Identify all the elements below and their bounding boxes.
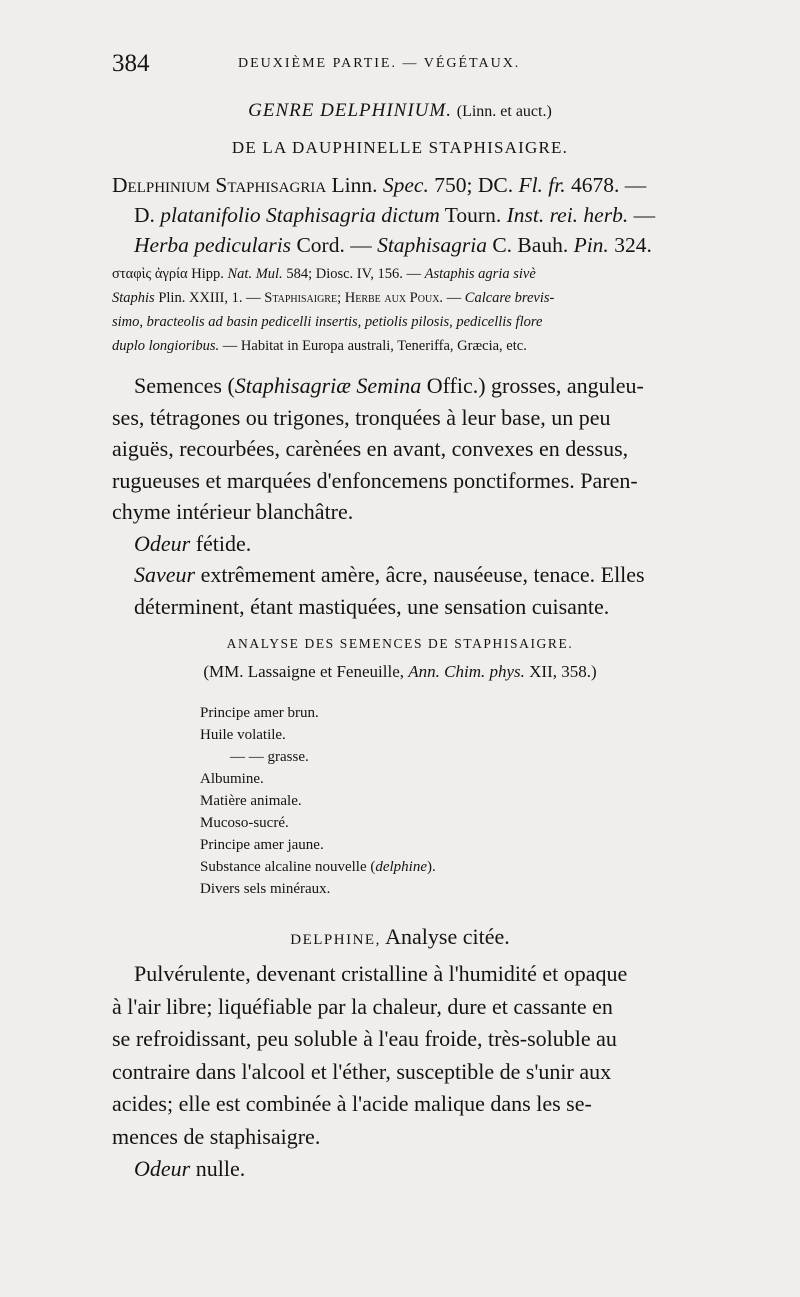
text-line: contraire dans l'alcool et l'éther, susceptible de s'unir aux — [112, 1058, 612, 1084]
list-item: Matière animale. — [200, 793, 302, 809]
reference-line — [112, 262, 767, 286]
odeur-value: nulle. — [195, 1156, 246, 1181]
list-item: Divers sels minéraux. — [200, 881, 331, 897]
common-names: Staphisaigre; Herbe aux Poux. — [264, 290, 444, 306]
genus-title: GENRE DELPHINIUM. — [248, 100, 452, 121]
item-italic: delphine — [375, 859, 428, 875]
text: Semences ( — [134, 373, 235, 398]
ref-author: Hipp. — [191, 266, 224, 282]
text-line — [112, 559, 767, 591]
species-name: Delphinium Staphisagria — [112, 173, 327, 197]
delphine-subtitle: Analyse citée. — [385, 924, 510, 949]
source-authors: (MM. Lassaigne et Feneuille, — [203, 662, 404, 681]
ref-text: — — [633, 203, 656, 227]
list-item: — — grasse. — [230, 749, 309, 765]
analysis-list — [200, 702, 436, 900]
synonym-name: Astaphis agria sivè — [424, 266, 536, 282]
synonymy-line — [112, 170, 767, 200]
genus-heading — [0, 100, 800, 122]
text-line — [112, 528, 767, 560]
species-subtitle: DE LA DAUPHINELLE STAPHISAIGRE. — [231, 138, 569, 157]
text-line: mences de staphisaigre. — [112, 1123, 321, 1149]
text-line — [112, 370, 767, 402]
text-line: rugueuses et marquées d'enfoncemens ponctiformes. Paren- — [112, 467, 638, 493]
reference-line — [112, 286, 767, 310]
synonym-name: platanifolio Staphisagria dictum — [160, 203, 440, 227]
analysis-source — [0, 662, 800, 682]
description-paragraph — [112, 370, 767, 622]
synonym-name: Herba pedicularis — [134, 233, 292, 257]
ref-text: Plin. XXIII, 1. — — [158, 290, 261, 306]
habitat: — Habitat in Europa australi, Teneriffa, Græcia, etc. — [222, 338, 527, 354]
diagnosis: Calcare brevis- — [464, 290, 555, 306]
greek-name: σταφὶς ἀγρία — [112, 266, 188, 282]
synonymy-line — [112, 230, 767, 260]
text-line: aiguës, recourbées, carènées en avant, convexes en dessus, — [112, 436, 629, 461]
odeur-value: fétide. — [195, 530, 252, 556]
ref-text: — — [446, 290, 462, 306]
synonym-name: Staphisagria — [377, 233, 487, 257]
text: Offic.) grosses, anguleu- — [426, 373, 644, 398]
text-line: Pulvérulente, devenant cristalline à l'humidité et opaque — [134, 961, 628, 986]
delphine-paragraph — [112, 958, 767, 1186]
ref-work: Spec. — [382, 173, 429, 197]
latin-name: Staphisagriæ Semina — [234, 373, 422, 398]
saveur-label: Saveur — [134, 562, 196, 587]
running-head: DEUXIÈME PARTIE. — VÉGÉTAUX. — [238, 56, 521, 71]
analysis-title: ANALYSE DES SEMENCES DE STAPHISAIGRE. — [226, 636, 574, 651]
text-line — [112, 1153, 767, 1186]
ref-author: C. Bauh. — [492, 233, 569, 257]
diagnosis: duplo longioribus. — [112, 338, 220, 354]
item-text: ). — [427, 859, 436, 875]
ref-text: 4678. — — [571, 173, 647, 197]
list-item: Albumine. — [200, 771, 264, 787]
source-journal: Ann. Chim. phys. — [408, 662, 525, 681]
list-item — [200, 856, 436, 878]
synonymy-block — [112, 170, 767, 260]
references-block — [112, 262, 767, 358]
list-item: Mucoso-sucré. — [200, 815, 289, 831]
text-line: acides; elle est combinée à l'acide malique dans les se- — [112, 1091, 592, 1116]
ref-author: Cord. — — [296, 233, 372, 257]
ref-work: Fl. fr. — [518, 173, 566, 197]
delphine-title: DELPHINE, — [290, 932, 381, 948]
ref-text: D. — [134, 203, 155, 227]
reference-line — [112, 334, 767, 358]
odeur-label: Odeur — [134, 530, 191, 556]
ref-work: Inst. rei. herb. — [506, 203, 629, 227]
ref-text: 750; DC. — [434, 173, 514, 197]
list-item: Huile volatile. — [200, 727, 286, 743]
ref-author: Linn. — [331, 173, 378, 197]
list-item: Principe amer brun. — [200, 705, 319, 721]
synonymy-line — [112, 200, 767, 230]
source-volume: XII, 358.) — [529, 662, 597, 681]
item-text: Substance alcaline nouvelle ( — [200, 859, 376, 875]
delphine-heading — [0, 924, 800, 950]
list-item: Principe amer jaune. — [200, 837, 324, 853]
ref-work: Nat. Mul. — [227, 266, 283, 282]
ref-text: 324. — [614, 233, 652, 257]
text-line: à l'air libre; liquéfiable par la chaleur, dure et cassante en — [112, 993, 613, 1019]
ref-work: Pin. — [573, 233, 609, 257]
saveur-value: extrêmement amère, âcre, nauséeuse, tenace. Elles — [200, 562, 645, 587]
diagnosis: simo, bracteolis ad basin pedicelli insertis, petiolis pilosis, pedicellis flore — [112, 314, 543, 330]
text-line: ses, tétragones ou trigones, tronquées à leur base, un peu — [112, 404, 611, 430]
reference-line — [112, 310, 767, 334]
text-line: déterminent, étant mastiquées, une sensation cuisante. — [134, 593, 610, 619]
text-line: chyme intérieur blanchâtre. — [112, 499, 354, 524]
genus-authority: (Linn. et auct.) — [456, 103, 552, 120]
odeur-label: Odeur — [134, 1156, 191, 1181]
synonym-name: Staphis — [112, 290, 155, 306]
text-line: se refroidissant, peu soluble à l'eau froide, très-soluble au — [112, 1026, 617, 1051]
page-number: 384 — [112, 50, 150, 77]
ref-author: Tourn. — [444, 203, 502, 227]
page-header — [0, 50, 800, 84]
ref-text: 584; Diosc. IV, 156. — — [286, 266, 421, 282]
